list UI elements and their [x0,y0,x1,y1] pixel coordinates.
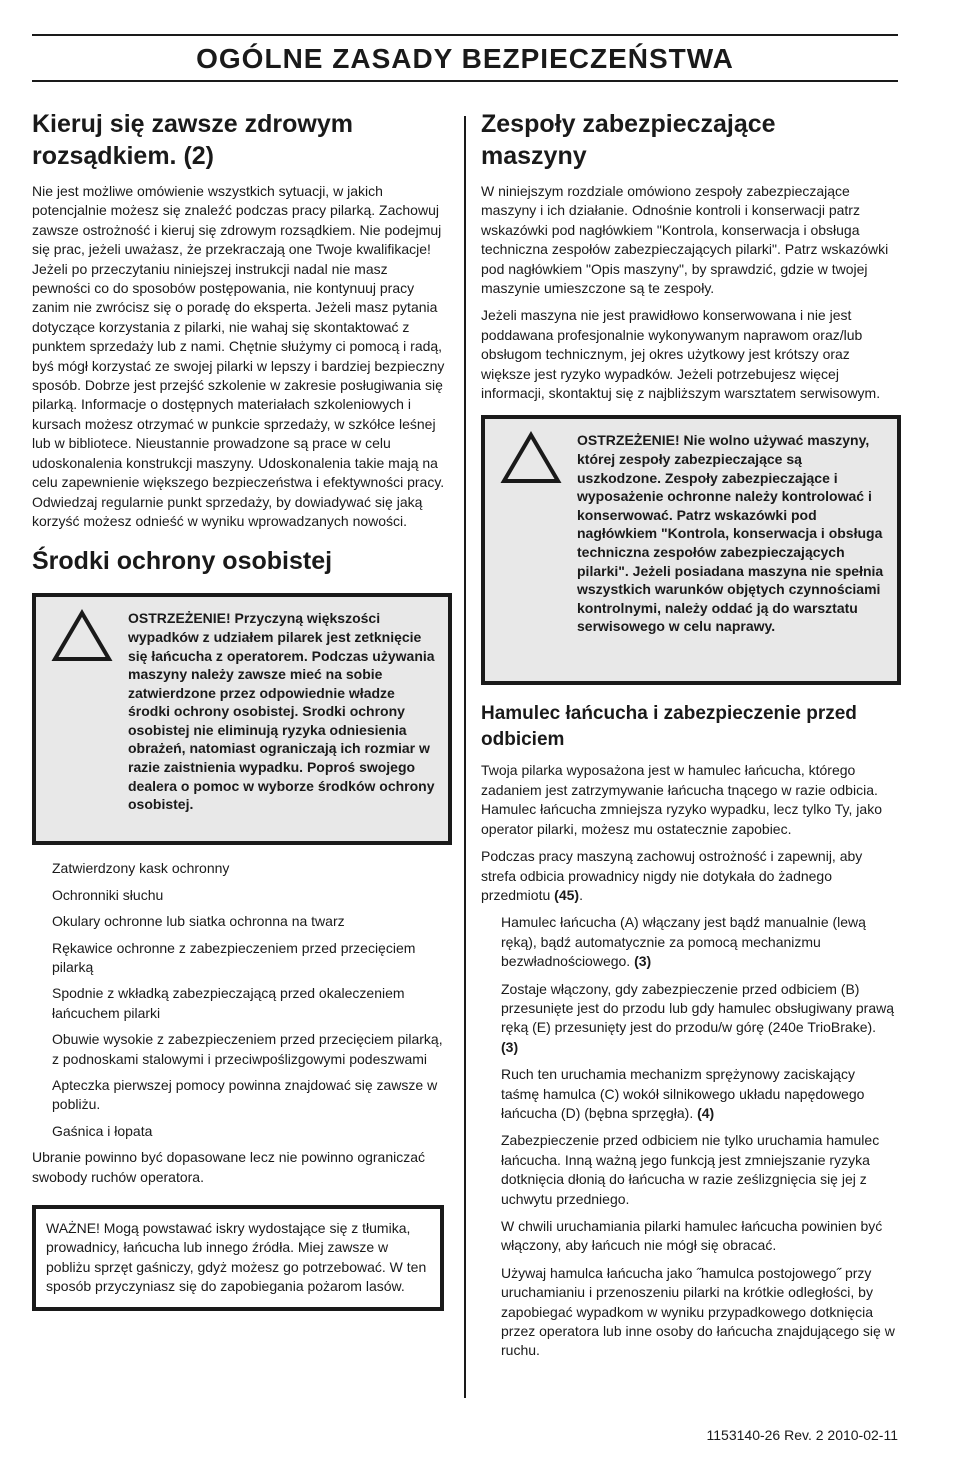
list-item: Spodnie z wkładką zabezpieczającą przed okaleczeniem łańcuchem pilarki [52,985,405,1021]
warning-triangle-icon [36,597,128,841]
right-column [481,108,897,1361]
document-reference-footer: 1153140-26 Rev. 2 2010-02-11 [706,1427,898,1443]
common-sense-paragraph: Nie jest możliwe omówienie wszystkich sytuacji, w jakich potencjalnie możesz się znaleźć podczas pracy pilarką. Zachowuj zawsze ostrożność i kieruj się zdrowym rozsądkiem. Nie podejmuj się prac, jeżeli uważasz, że przekraczają one Twoje kwalifikacje! Jeżeli po przeczytaniu niniejszej instrukcji nadal nie masz pewności co do sposobów postępowania, nie kontynuuj pracy zanim nie zwrócisz się o poradę do eksperta. Jeżeli masz pytania dotyczące korzystania z pilarki, nie wahaj się skontaktować z punktem sprzedaży lub z nami. Chętnie służymy ci pomocą i radą, byś mógł korzystać ze swojej pilarki w lepszy i bardziej bezpieczny sposób. Dobrze jest przejść szkolenie w zakresie posługiwania się pilarką. Informacje o dostępnych materiałach szkoleniowych i kursach możesz otrzymać w punkcie sprzedaży, w szkółce leśnej lub w bibliotece. Nieustannie prowadzone są prace w celu udoskonalenia konstrukcji maszyny. Udoskonalenia takie mają na celu zapewnienie większego bezpieczeństwa i efektywności pracy. Odwiedzaj regularnie punkt sprzedaży, by dowiadywać się jaką korzyść możesz odnieść w wyniku wprowadzanych nowości. [32,183,445,529]
list-item: Rękawice ochronne z zabezpieczeniem przed przecięciem pilarką [52,939,416,975]
kickback-paragraph: Podczas pracy maszyną zachowuj ostrożność i zapewnij, aby strefa odbicia prowadnicy nigdy nie dotykała do żadnego przedmiotu (45). [481,848,863,903]
section-heading-safety-features: Zespoły zabezpieczające maszyny [481,110,776,170]
detail-paragraph: Używaj hamulca łańcucha jako ˝hamulca postojowego˝ przy uruchamianiu i przenoszeniu pilarki na krótkie odległości, by zapobiegać wypadkom w wyniku przypadkowego dotknięcia przez operatora lub inne osoby do łańcucha znajdującego się w ruchu. [501,1264,895,1359]
clothing-paragraph: Ubranie powinno być dopasowane lecz nie powinno ograniczać swobody ruchów operatora. [32,1149,426,1185]
maintenance-paragraph: Jeżeli maszyna nie jest prawidłowo konserwowana i nie jest poddawana profesjonalnie wykonywanym naprawom oraz/lub obsługom technicznym, jej okres użytkowy jest krótszy oraz większe jest ryzyko wypadków. Jeżeli potrzebujesz więcej informacji, skontaktuj się z najbliższym warsztatem serwisowym. [481,307,881,402]
warning-triangle-icon [485,419,577,681]
safety-features-paragraph: W niniejszym rozdziale omówiono zespoły zabezpieczające maszyny i ich działanie. Odnośnie kontroli i konserwacji patrz wskazówki pod nagłówkiem "Kontrola, konserwacja i obsługa techniczna zespołów zabezpieczających pilarki". Patrz wskazówki pod nagłówkiem "Opis maszyny", by sprawdzić, gdzie w twojej maszynie umieszczone są te zespoły. [481,183,889,297]
section-heading-common-sense: Kieruj się zawsze zdrowym rozsądkiem. (2) [32,110,353,170]
page-title: OGÓLNE ZASADY BEZPIECZEŃSTWA [196,43,734,74]
warning-text: OSTRZEŻENIE! Nie wolno używać maszyny, której zespoły zabezpieczające są uszkodzone. Zespoły zabezpieczające i wyposażenie ochronne należy kontrolować i konserwować. Patrz wskazówki pod nagłówkiem "Kontrola, konserwacja i obsługa techniczna zespołów zabezpieczających pilarki". Jeżeli posiadana maszyna nie spełnia wszystkich warunków objętych czynnościami kontrolnymi, należy oddać ją do warsztatu serwisowego w celu naprawy. [577,432,884,635]
list-item: Zatwierdzony kask ochronny [52,860,230,877]
protection-equipment-list [32,859,448,1141]
list-item: Ochronniki słuchu [52,886,164,903]
list-item: Gaśnica i łopata [52,1122,153,1139]
detail-paragraph: Zostaje włączony, gdy zabezpieczenie przed odbiciem (B) przesunięte jest do przodu lub gdy hamulec obsługiwany prawą ręką (E) przesunięty jest do przodu/w górę (240e TrioBrake). (3) [501,980,895,1055]
list-item: Obuwie wysokie z zabezpieczeniem przed przecięciem pilarką, z podnoskami stalowymi i przeciwpoślizgowymi podeszwami [52,1031,443,1067]
left-column [32,108,448,1311]
detail-paragraph: Hamulec łańcucha (A) włączany jest bądź manualnie (lewą ręką), bądź automatycznie za pomocą mechanizmu bezwładnościowego. (3) [501,914,866,970]
warning-box-damaged-safety [481,415,901,685]
detail-paragraph: W chwili uruchamiania pilarki hamulec łańcucha powinien być włączony, aby łańcuch nie mógł się obracać. [501,1218,883,1254]
warning-box-personal-protection [32,593,452,845]
section-heading-chain-brake: Hamulec łańcucha i zabezpieczenie przed odbiciem [481,703,857,751]
detail-paragraph: Ruch ten uruchamia mechanizm sprężynowy zaciskający taśmę hamulca (C) wokół silnikowego układu napędowego łańcucha (D) (bębna sprzęgła). (4) [501,1066,865,1121]
chain-brake-details [481,913,897,1361]
important-note-box [32,1205,444,1311]
list-item: Okulary ochronne lub siatka ochronna na twarz [52,913,345,930]
detail-paragraph: Zabezpieczenie przed odbiciem nie tylko uruchamia hamulec łańcucha. Inną ważną jego funkcją jest zmniejszanie ryzyka dotknięcia dłonią do łańcucha w razie ześlizgnięcia się jej z uchwytu przedniego. [501,1132,880,1207]
section-heading-personal-protection: Środki ochrony osobistej [32,547,333,576]
page-title-bar [32,34,898,82]
list-item: Apteczka pierwszej pomocy powinna znajdować się zawsze w pobliżu. [52,1076,438,1113]
column-divider [464,116,466,1398]
important-note-text: WAŻNE! Mogą powstawać iskry wydostające się z tłumika, prowadnicy, łańcucha lub innego źródła. Miej zawsze w pobliżu sprzęt gaśniczy, gdyż możesz go potrzebować. W ten sposób przyczyniasz się do zapobiegania pożarom lasów. [46,1220,427,1295]
chain-brake-paragraph: Twoja pilarka wyposażona jest w hamulec łańcucha, którego zadaniem jest zatrzymywanie łańcucha tnącego w razie odbicia. Hamulec łańcucha zmniejsza ryzyko wypadku, lecz tylko Ty, jako operator pilarki, możesz mu ostatecznie zapobiec. [481,762,882,837]
warning-text: OSTRZEŻENIE! Przyczyną większości wypadków z udziałem pilarek jest zetknięcie się łańcucha z operatorem. Podczas używania maszyny należy zawsze mieć na sobie zatwierdzone przez odpowiednie władze środki ochrony osobistej. Srodki ochrony osobistej nie eliminują ryzyka odniesienia obrażeń, natomiast ograniczają ich rozmiar w razie zaistnienia wypadku. Poproś swojego dealera o pomoc w wyborze środków ochrony osobistej. [128,610,435,813]
